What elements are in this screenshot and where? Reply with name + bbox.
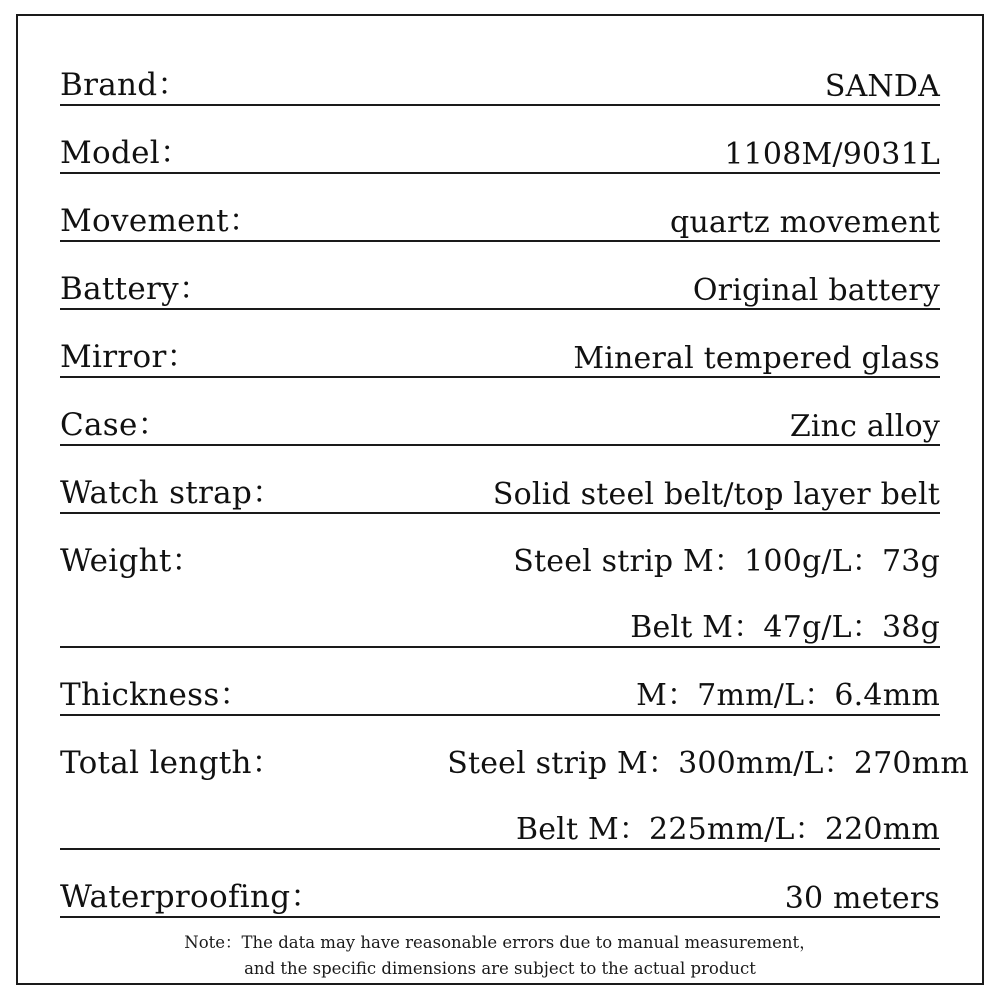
spec-value: Steel strip M：300mm/L：270mm bbox=[447, 746, 970, 781]
spec-value: Belt M：47g/L：38g bbox=[447, 580, 940, 647]
table-row bbox=[60, 38, 940, 105]
specification-table-body bbox=[60, 38, 970, 917]
spec-label: Weight： bbox=[60, 543, 203, 579]
measurement-note-line-2: and the specific dimensions are subject to the actual product bbox=[244, 958, 756, 978]
spec-label: Mirror： bbox=[60, 309, 447, 377]
spec-value: Original battery bbox=[447, 241, 940, 309]
table-row bbox=[60, 241, 940, 309]
spec-label bbox=[60, 580, 447, 647]
spec-value: 1108M/9031L bbox=[447, 105, 940, 173]
spec-value: M：7mm/L：6.4mm bbox=[447, 647, 940, 715]
spec-value: Belt M：225mm/L：220mm bbox=[447, 782, 940, 849]
measurement-note bbox=[60, 930, 940, 981]
spec-frame bbox=[16, 14, 984, 985]
spec-label: Brand： bbox=[60, 38, 447, 105]
table-row bbox=[60, 105, 940, 173]
table-row bbox=[60, 849, 940, 917]
spec-label: Case： bbox=[60, 377, 447, 445]
spec-label: Total length： bbox=[60, 745, 284, 781]
spec-value: Solid steel belt/top layer belt bbox=[447, 445, 940, 513]
spec-label: Waterproofing： bbox=[60, 849, 447, 917]
table-row bbox=[60, 513, 940, 580]
spec-value: Zinc alloy bbox=[447, 377, 940, 445]
spec-label: Watch strap： bbox=[60, 445, 447, 513]
table-row bbox=[60, 445, 940, 513]
spec-label bbox=[60, 782, 447, 849]
spec-value: Steel strip M：100g/L：73g bbox=[513, 544, 940, 579]
spec-label: Battery： bbox=[60, 241, 447, 309]
table-row bbox=[60, 715, 940, 782]
spec-label: Movement： bbox=[60, 173, 447, 241]
spec-value: quartz movement bbox=[447, 173, 940, 241]
measurement-note-line-1: Note：The data may have reasonable errors due to manual measurement， bbox=[184, 933, 816, 952]
spec-value: Mineral tempered glass bbox=[447, 309, 940, 377]
table-row bbox=[60, 173, 940, 241]
table-row bbox=[60, 647, 940, 715]
specification-table bbox=[60, 38, 970, 918]
spec-label: Model： bbox=[60, 105, 447, 173]
table-row bbox=[60, 580, 940, 647]
spec-label: Thickness： bbox=[60, 647, 447, 715]
spec-value: SANDA bbox=[447, 38, 940, 105]
table-row bbox=[60, 377, 940, 445]
table-row bbox=[60, 782, 940, 849]
table-row bbox=[60, 309, 940, 377]
spec-value: 30 meters bbox=[447, 849, 940, 917]
